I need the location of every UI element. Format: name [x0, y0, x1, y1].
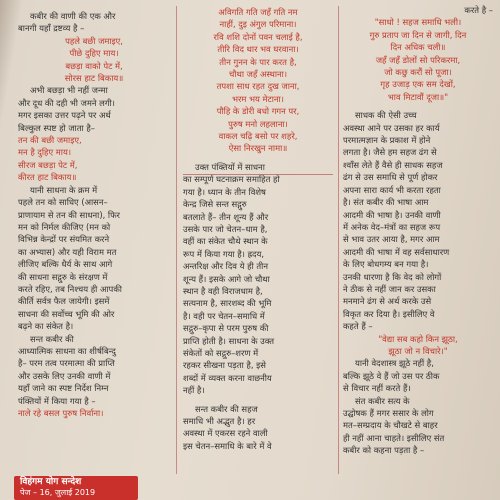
verse-line: भाव मिटावौं दूजा॥"	[387, 91, 449, 102]
verse-line: नाहीं, दुइ अंगुल परिमाना।	[219, 19, 297, 30]
verse-line: सोरस हाट बिकाय॥	[64, 73, 124, 84]
text-line: करते रहिए, तब निश्चय ही आपकी	[18, 283, 122, 294]
text-line: है। वही पर चेतन–समाधि में	[183, 310, 265, 321]
text-line: में अनेक वेद–मंत्रों का सहज रूप	[343, 221, 441, 232]
verse-line: वाकल चढ़ि बसो पर शहरे,	[218, 131, 298, 142]
text-line: श्वाँस लेते हैं वैसे ही साधक सहज	[343, 159, 443, 170]
text-line: बढ़ने का संकेत है।	[18, 321, 74, 332]
text-line: सन्त कबीर की	[30, 333, 74, 344]
text-line: नहीं है।	[183, 385, 205, 396]
text-line: आदमी की भाषा में वह सर्वसाधारण	[343, 246, 450, 257]
issue-info: पेज – 16, जुलाई 2019	[20, 488, 96, 497]
verse-line: पीछे दुहिए माय।	[69, 48, 119, 59]
text-line: अन्तरिक्ष और दिव ये ही तीन	[183, 261, 268, 272]
text-line: विभिन्न केन्द्रों पर संयमित करने	[18, 234, 110, 245]
verse-line: पहले बछी जमाइए,	[65, 35, 123, 46]
text-line: अपना सारा कार्य भी करता रहता	[343, 184, 441, 195]
text-line: अवस्था में एकरस रहने वाली	[183, 428, 268, 439]
text-line: अभी बछड़ा भी नहीं जन्मा	[30, 85, 108, 96]
text-line: इस चेतन–समाधि के बारे में वे	[183, 440, 272, 451]
text-line: स्थान है वही विराजधाम है,	[183, 285, 263, 296]
text-line: परमात्मज्ञान के प्रकाश में होने	[343, 135, 431, 146]
text-line: है– परम तत्व परमात्मा की प्राप्ति	[18, 358, 115, 369]
verse-line: गृह उजाड़ एक सम देखों,	[380, 79, 456, 90]
verse-line: पौहि के डोरी बधो गगन पर,	[216, 106, 300, 117]
text-line: बल्कि झूठे वे हैं जो उस पर ठीक	[343, 370, 440, 381]
text-line: और उसके लिए उनकी वाणी में	[18, 370, 111, 381]
text-line: उनकी धारणा है कि वेद को लोगों	[343, 271, 442, 282]
verse-line: चौथा जहँ अस्थाना।	[229, 69, 287, 80]
text-line: सद्गुरु–कृपा से परम पुरुष की	[183, 323, 269, 334]
verse-line: सीरज बछड़ा पेट में,	[18, 159, 78, 170]
text-line: शून्य हैं। इसके आगे जो चौथा	[183, 273, 270, 284]
verse-line: "वेद्या सब कहो किन झूठा,	[378, 333, 458, 344]
column-2	[183, 0, 333, 476]
column-divider	[338, 6, 339, 474]
text-line: है। संत कबीर की भाषा आम	[343, 197, 429, 208]
poem-divider	[183, 174, 333, 175]
text-line: समाधि भी अद्भुत है। हर	[183, 416, 256, 426]
verse-line: तीन गुनन के पार करत है,	[219, 56, 297, 67]
text-line: का सम्पूर्ण घटनाक्रम समाहित हो	[183, 174, 280, 185]
text-line: गया है। ध्यान के तीन विशेष	[183, 186, 266, 197]
text-line: साधना की सर्वोच्च भूमि की ओर	[18, 308, 115, 319]
verse-line: तन की बछी जमाइए,	[18, 135, 82, 146]
verse-line: बछड़ा वाको पेट में,	[65, 60, 123, 71]
text-line: कबीर को कहना पड़ता है –	[343, 445, 425, 456]
text-line: ढंग से उस समाधि से पूर्ण होकर	[343, 172, 438, 183]
verse-line: जो कछु करौं सो पूजा।	[384, 67, 452, 78]
text-line: ही नहीं आना चाहते। इसीलिए संत	[343, 432, 445, 443]
verse-line: नाले रहे बसल पुरुष निर्वाना।	[18, 408, 104, 418]
text-line: मगर इसका उत्तर पढ़ने पर अर्थ	[18, 110, 111, 121]
text-line: रहकर सीखना पड़ता है, इसे	[183, 360, 266, 371]
magazine-title: विहंगम योग सन्देश	[20, 477, 82, 487]
text-line: लगता है। जैसे हम सहज ढंग से	[343, 147, 437, 158]
text-line: विकृत कर दिया है। इसीलिए वे	[343, 308, 435, 319]
text-line: कबीर की वाणी की एक और	[30, 11, 116, 21]
text-line: केन्द्र जिसे सन्त सद्गुरु	[183, 199, 247, 210]
column-3	[343, 0, 493, 476]
text-line: के लिए बोधगम्य बन गया है।	[343, 259, 429, 270]
text-line: संकेतों को सद्गुरु–शरण में	[183, 347, 259, 358]
column-1	[18, 0, 170, 476]
text-line: करते है –	[464, 5, 493, 15]
text-line: आध्यात्मिक साधना का शीर्षबिन्दु	[18, 345, 116, 356]
text-line: अवस्था आने पर उसका हर कार्य	[343, 122, 440, 133]
text-line: और दूध की दही भी जमने लगी।	[18, 97, 115, 108]
text-line: मन को निर्मल कीजिए (मन को	[18, 221, 111, 232]
text-line: रूप में किया गया है। ह्रदय,	[183, 248, 264, 259]
verse-line: दिन अधिक चली॥	[390, 42, 446, 53]
text-line: यानी साधना के क्रम में	[30, 184, 98, 195]
text-line: कहते हैं –	[343, 321, 373, 332]
text-line: यानी वेदशास्त्र झूठे नहीं है,	[355, 358, 434, 369]
verse-line: अविगति गति जहँ गति नम	[218, 7, 298, 17]
text-line: मत–सम्प्रदाय के चौखटे से बाहर	[343, 420, 438, 431]
text-line: लीजिए बल्कि धैर्य के साथ आगे	[18, 259, 113, 270]
text-line: यहाँ जाने का स्पष्ट निर्देश निम्न	[18, 383, 109, 394]
text-line: वहीं का संकेत चौथे स्थान के	[183, 236, 268, 247]
text-line: साधक की ऐसी उच्च	[355, 110, 417, 121]
verse-line: पुरुष मनो लहलाना।	[228, 118, 288, 129]
text-line: ने ठीक से नहीं जान कर उसका	[343, 283, 436, 294]
text-line: पंक्तियों में किया गया है –	[18, 395, 96, 406]
verse-line: जहँ जहँ डोलों सो परिकरमा,	[375, 54, 461, 65]
text-line: उक्त पंक्तियों में साधना	[195, 161, 265, 172]
text-line: बानगी यहाँ द्रष्टव्य है –	[18, 23, 85, 34]
verse-line: झूठा जो न विचारे।"	[388, 345, 448, 356]
text-line: बतलाते हैं– तीन शून्य हैं और	[183, 211, 269, 222]
text-line: आदमी की भाषा है। उनकी वाणी	[343, 209, 441, 220]
text-line: प्राप्ति होती है। साधना के उक्त	[183, 335, 275, 346]
text-line: उसके पार जो चेतन–धाम है,	[183, 223, 268, 234]
text-line: सन्त कबीर की सहज	[195, 403, 258, 414]
text-line: बिल्कुल स्पष्ट हो जाता है–	[18, 122, 95, 133]
text-line: कीर्ति सर्वत्र फैल जायेगी। इसमें	[18, 296, 110, 307]
verse-line: कीरत हाट बिकाय॥	[18, 172, 77, 183]
verse-line: भरम भय मेटाना।	[232, 93, 284, 104]
column-divider	[176, 6, 177, 474]
verse-line: तपशा साध रहत दुख जाना,	[216, 81, 300, 92]
verse-line: गुरु प्रताप जा दिन से जागी, दिन	[369, 29, 467, 40]
text-line: सत्यनाम है, सारशब्द की भूमि	[183, 298, 272, 309]
text-line: उद्घोषक हैं मगर ससार के लोग	[343, 408, 434, 418]
verse-line: मन है दुहिए माय।	[18, 147, 71, 158]
text-line: संत कबीर सत्य के	[355, 395, 410, 406]
text-line: पहले तन को साधिए (आसन–	[18, 197, 108, 208]
text-line: मनमाने ढंग से अर्थ करके उसे	[343, 296, 432, 307]
text-line: से भाव उतर आया है, मगर आम	[343, 234, 440, 245]
verse-line: रवि शशि दोनों पवन चलाई है,	[213, 31, 303, 42]
text-line: की साधना सद्गुरु के संरक्षण में	[18, 271, 108, 282]
verse-line: तीरि विद थार भव घरवाना।	[217, 44, 299, 55]
text-line: से विचार नहीं करते हैं।	[343, 383, 411, 394]
magazine-footer	[14, 476, 138, 500]
text-line: शब्दों में व्यक्त करना वाछनीय	[183, 372, 272, 383]
text-line: प्राणायाम से तन की साधना), फिर	[18, 209, 120, 220]
text-line: का अभ्यास) और यही विराम मत	[18, 246, 117, 257]
verse-line: ऐसा निरखुन नामा॥	[228, 143, 288, 154]
verse-line: "साधो ! सहज समाधि भली।	[374, 17, 462, 28]
